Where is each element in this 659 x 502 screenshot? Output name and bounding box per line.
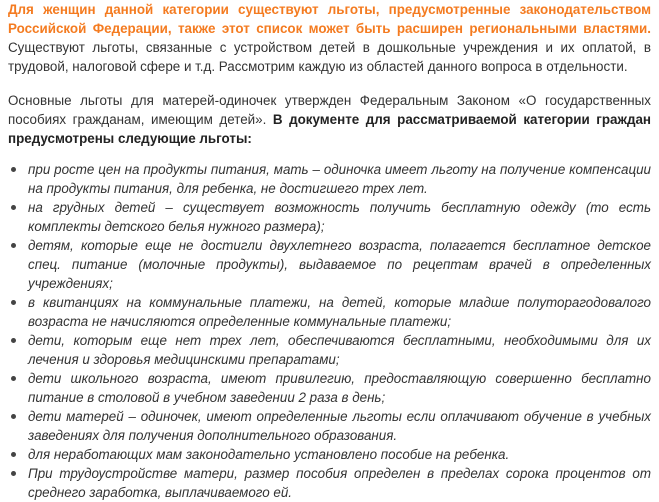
benefits-list — [8, 160, 651, 502]
list-item — [8, 293, 651, 331]
list-item-text: для неработающих мам законодательно установлено пособие на ребенка. — [28, 447, 510, 462]
bullet-icon — [11, 471, 16, 476]
list-item-text: детям, которые еще не достигли двухлетнего возраста, полагается бесплатное детское спец. питание (молочные продукты), выдаваемое по рецептам врачей в определенных учреждениях; — [28, 238, 651, 291]
list-item-text: дети, которым еще нет трех лет, обеспечиваются бесплатными, необходимыми для их лечения и здоровья медицинскими препаратами; — [28, 333, 651, 367]
bullet-icon — [11, 338, 16, 343]
intro-text: Существуют льготы, связанные с устройством детей в дошкольные учреждения и их оплатой, в трудовой, налоговой сфере и т.д. Рассмотрим каждую из областей данного вопроса в отдельности. — [8, 40, 651, 74]
list-item-text: При трудоустройстве матери, размер пособия определен в пределах сорока процентов от среднего заработка, выплачиваемого ей. — [28, 466, 651, 500]
law-paragraph — [8, 91, 651, 148]
bullet-icon — [11, 376, 16, 381]
list-item — [8, 236, 651, 293]
intro-paragraph — [8, 0, 651, 76]
list-item-text: дети школьного возраста, имеют привилегию, предоставляющую совершенно бесплатно питание в столовой в учебном заведении 2 раза в день; — [28, 371, 651, 405]
bullet-icon — [11, 205, 16, 210]
list-item — [8, 198, 651, 236]
list-item — [8, 331, 651, 369]
list-item — [8, 160, 651, 198]
list-item — [8, 464, 651, 502]
list-item-text: в квитанциях на коммунальные платежи, на детей, которые младше полуторагодовалого возраста не начисляются определенные коммунальные платежи; — [28, 295, 651, 329]
list-item-text: дети матерей – одиночек, имеют определенные льготы если оплачивают обучение в учебных заведениях для получения дополнительного образования. — [28, 409, 651, 443]
bullet-icon — [11, 452, 16, 457]
bullet-icon — [11, 243, 16, 248]
law-text: Основные льготы для матерей-одиночек утвержден Федеральным Законом «О государственных пособиях гражданам, имеющим детей». — [8, 93, 651, 127]
list-item — [8, 369, 651, 407]
intro-highlight: Для женщин данной категории существуют льготы, предусмотренные законодательством Российской Федерации, также этот список может быть расширен региональными властями. — [8, 2, 651, 36]
bullet-icon — [11, 414, 16, 419]
list-item — [8, 407, 651, 445]
list-item-text: на грудных детей – существует возможность получить бесплатную одежду (то есть комплекты детского белья нужного размера); — [28, 200, 651, 234]
list-item — [8, 445, 651, 464]
bullet-icon — [11, 167, 16, 172]
list-item-text: при росте цен на продукты питания, мать – одиночка имеет льготу на получение компенсации на продукты питания, для ребенка, не достигшего трех лет. — [28, 162, 651, 196]
law-bold-text: В документе для рассматриваемой категории граждан предусмотрены следующие льготы: — [8, 112, 651, 146]
bullet-icon — [11, 300, 16, 305]
